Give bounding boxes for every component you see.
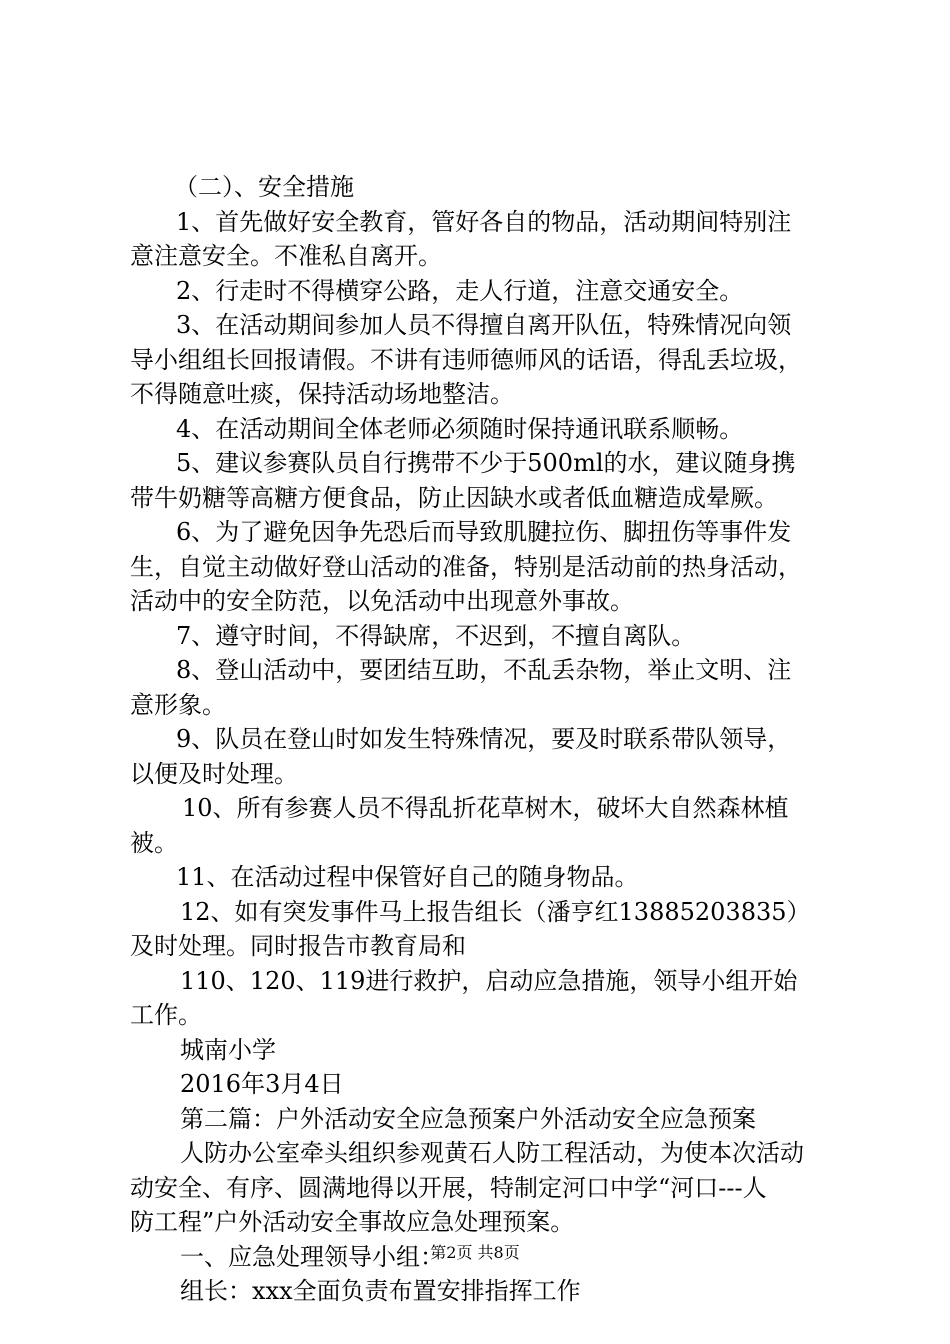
paragraph-line: 4、在活动期间全体老师必须随时保持通讯联系顺畅。 xyxy=(176,414,744,443)
page-footer: 第2页 共8页 xyxy=(430,1243,520,1262)
paragraph-line: 意注意安全。不准私自离开。 xyxy=(130,242,442,270)
paragraph-line: 一、应急处理领导小组： xyxy=(180,1242,444,1271)
paragraph-line: 及时处理。同时报告市教育局和 xyxy=(130,932,466,960)
paragraph-line: 动安全、有序、圆满地得以开展，特制定河口中学“河口---人 xyxy=(130,1173,767,1202)
paragraph-line: 不得随意吐痰，保持活动场地整洁。 xyxy=(130,380,514,408)
paragraph-line: 人防办公室牵头组织参观黄石人防工程活动，为使本次活动 xyxy=(180,1139,804,1167)
paragraph-line: 组长：xxx全面负责布置安排指挥工作 xyxy=(180,1277,581,1305)
paragraph-line: 8、登山活动中，要团结互助，不乱丢杂物，举止文明、注 xyxy=(176,656,792,684)
paragraph-line: 意形象。 xyxy=(130,690,226,719)
paragraph-line: 被。 xyxy=(130,828,178,857)
signature-date: 2016年3月4日 xyxy=(180,1070,344,1098)
paragraph-line: 工作。 xyxy=(130,1001,202,1029)
paragraph-line: 生，自觉主动做好登山活动的准备，特别是活动前的热身活动， xyxy=(130,552,802,581)
paragraph-line: 2、行走时不得横穿公路，走人行道，注意交通安全。 xyxy=(176,276,744,305)
paragraph-line: 11、在活动过程中保管好自己的随身物品。 xyxy=(176,863,639,891)
document-body xyxy=(130,170,830,1309)
section-heading: （二）、安全措施 xyxy=(174,173,354,201)
paragraph-line: 5、建议参赛队员自行携带不少于500ml的水，建议随身携 xyxy=(176,449,796,477)
paragraph-line: 1、首先做好安全教育，管好各自的物品，活动期间特别注 xyxy=(176,207,792,236)
signature-school: 城南小学 xyxy=(180,1035,276,1064)
paragraph-line: 6、为了避免因争先恐后而导致肌腱拉伤、脚扭伤等事件发 xyxy=(176,518,792,546)
paragraph-line: 活动中的安全防范，以免活动中出现意外事故。 xyxy=(130,587,634,615)
paragraph-line: 10、所有参赛人员不得乱折花草树木，破坏大自然森林植 xyxy=(182,794,789,822)
section-title: 第二篇：户外活动安全应急预案户外活动安全应急预案 xyxy=(180,1104,756,1133)
paragraph-line: 7、遵守时间，不得缺席，不迟到，不擅自离队。 xyxy=(176,621,696,650)
paragraph-line: 3、在活动期间参加人员不得擅自离开队伍，特殊情况向领 xyxy=(176,311,792,339)
paragraph-line: 9、队员在登山时如发生特殊情况，要及时联系带队领导， xyxy=(176,725,792,753)
paragraph-line: 以便及时处理。 xyxy=(130,759,298,788)
paragraph-line: 12、如有突发事件马上报告组长（潘亨红13885203835） xyxy=(180,897,811,926)
paragraph-line: 110、120、119进行救护，启动应急措施，领导小组开始 xyxy=(180,966,798,995)
paragraph-line: 导小组组长回报请假。不讲有违师德师风的话语，得乱丢垃圾， xyxy=(130,345,802,374)
paragraph-line: 防工程”户外活动安全事故应急处理预案。 xyxy=(130,1208,575,1236)
paragraph-line: 带牛奶糖等高糖方便食品，防止因缺水或者低血糖造成晕厥。 xyxy=(130,483,778,512)
